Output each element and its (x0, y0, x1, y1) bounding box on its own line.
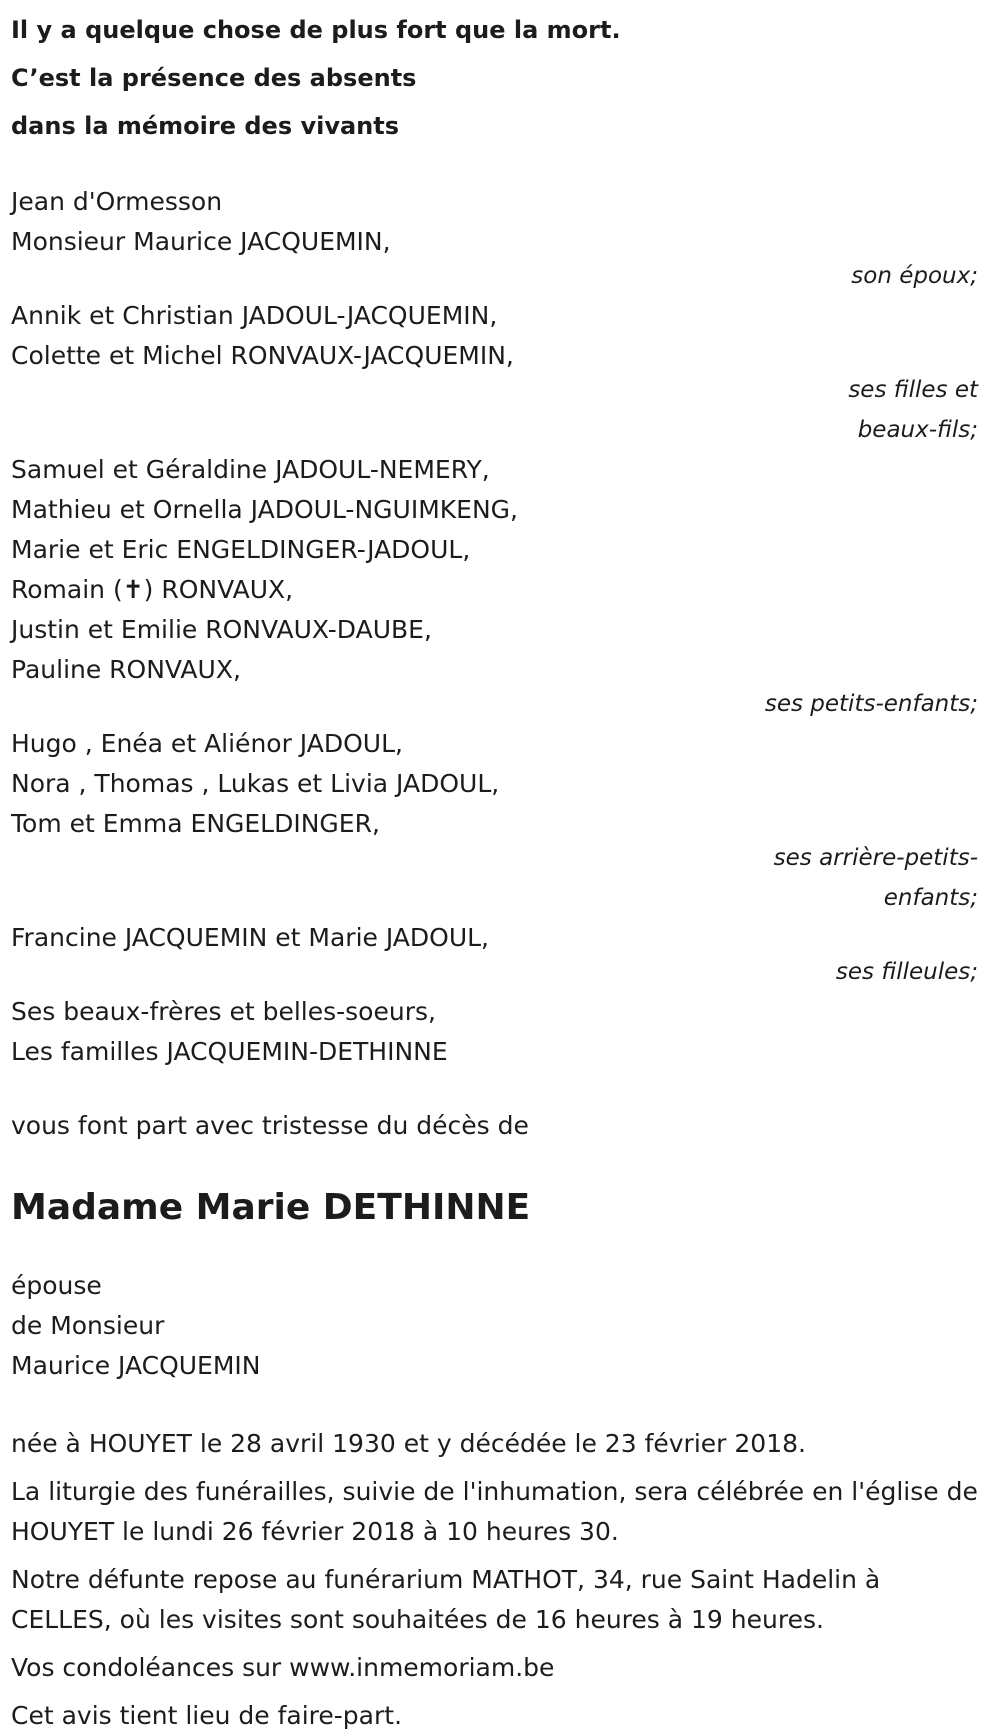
funeral-ceremony-info: La liturgie des funérailles, suivie de l'inhumation, sera célébrée en l'église de HOUYET le lundi 26 février 2018 à 10 heures 30. (11, 1477, 978, 1546)
spouse-block (11, 1266, 978, 1386)
family-member: Ses beaux-frères et belles-soeurs, (11, 997, 436, 1026)
relationship-text: ses filles et (848, 377, 978, 403)
family-group-daughters (11, 296, 978, 376)
quote-block (11, 6, 978, 222)
family-list (11, 222, 978, 1072)
family-member: Samuel et Géraldine JADOUL-NEMERY, (11, 455, 490, 484)
family-member: Colette et Michel RONVAUX-JACQUEMIN, (11, 341, 514, 370)
family-member: Monsieur Maurice JACQUEMIN, (11, 227, 391, 256)
spouse-line: Maurice JACQUEMIN (11, 1351, 261, 1380)
funeral-details (11, 1424, 978, 1736)
family-member: Annik et Christian JADOUL-JACQUEMIN, (11, 301, 498, 330)
family-member: Tom et Emma ENGELDINGER, (11, 809, 380, 838)
relationship-label (11, 684, 978, 724)
condolences-info: Vos condoléances sur www.inmemoriam.be (11, 1653, 555, 1682)
quote-line: dans la mémoire des vivants (11, 112, 400, 140)
spouse-line: épouse (11, 1271, 102, 1300)
family-member: Pauline RONVAUX, (11, 655, 241, 684)
relationship-text: ses arrière-petits- (773, 845, 978, 871)
notice-footer: Cet avis tient lieu de faire-part. (11, 1701, 403, 1730)
relationship-label (11, 952, 978, 992)
family-member: Romain (✝) RONVAUX, (11, 575, 294, 604)
relationship-label (11, 370, 978, 450)
birth-death-dates: née à HOUYET le 28 avril 1930 et y décédée le 23 février 2018. (11, 1429, 806, 1458)
family-member: Francine JACQUEMIN et Marie JADOUL, (11, 923, 489, 952)
family-member: Hugo , Enéa et Aliénor JADOUL, (11, 729, 403, 758)
relationship-label (11, 838, 978, 918)
quote-line: C’est la présence des absents (11, 64, 417, 92)
relationship-text: ses petits-enfants; (764, 691, 978, 717)
relationship-text: beaux-fils; (857, 417, 978, 443)
relationship-text: son époux; (851, 263, 978, 289)
family-member: Justin et Emilie RONVAUX-DAUBE, (11, 615, 432, 644)
spouse-line: de Monsieur (11, 1311, 165, 1340)
relationship-text: enfants; (883, 885, 978, 911)
family-member: Nora , Thomas , Lukas et Livia JADOUL, (11, 769, 500, 798)
quote-author: Jean d'Ormesson (11, 187, 223, 216)
funeral-home-info: Notre défunte repose au funérarium MATHOT, 34, rue Saint Hadelin à CELLES, où les visites sont souhaitées de 16 heures à 19 heures. (11, 1565, 881, 1634)
relationship-text: ses filleules; (835, 959, 978, 985)
family-member: Marie et Eric ENGELDINGER-JADOUL, (11, 535, 471, 564)
family-group-great-grandchildren (11, 724, 978, 844)
relationship-label (11, 256, 978, 296)
quote-line: Il y a quelque chose de plus fort que la mort. (11, 16, 621, 44)
deceased-name: Madame Marie DETHINNE (11, 1187, 531, 1228)
family-group-others (11, 992, 978, 1072)
family-group-grandchildren (11, 450, 978, 690)
family-member: Les familles JACQUEMIN-DETHINNE (11, 1037, 448, 1066)
family-member: Mathieu et Ornella JADOUL-NGUIMKENG, (11, 495, 518, 524)
announcement-intro: vous font part avec tristesse du décès de (11, 1111, 529, 1140)
